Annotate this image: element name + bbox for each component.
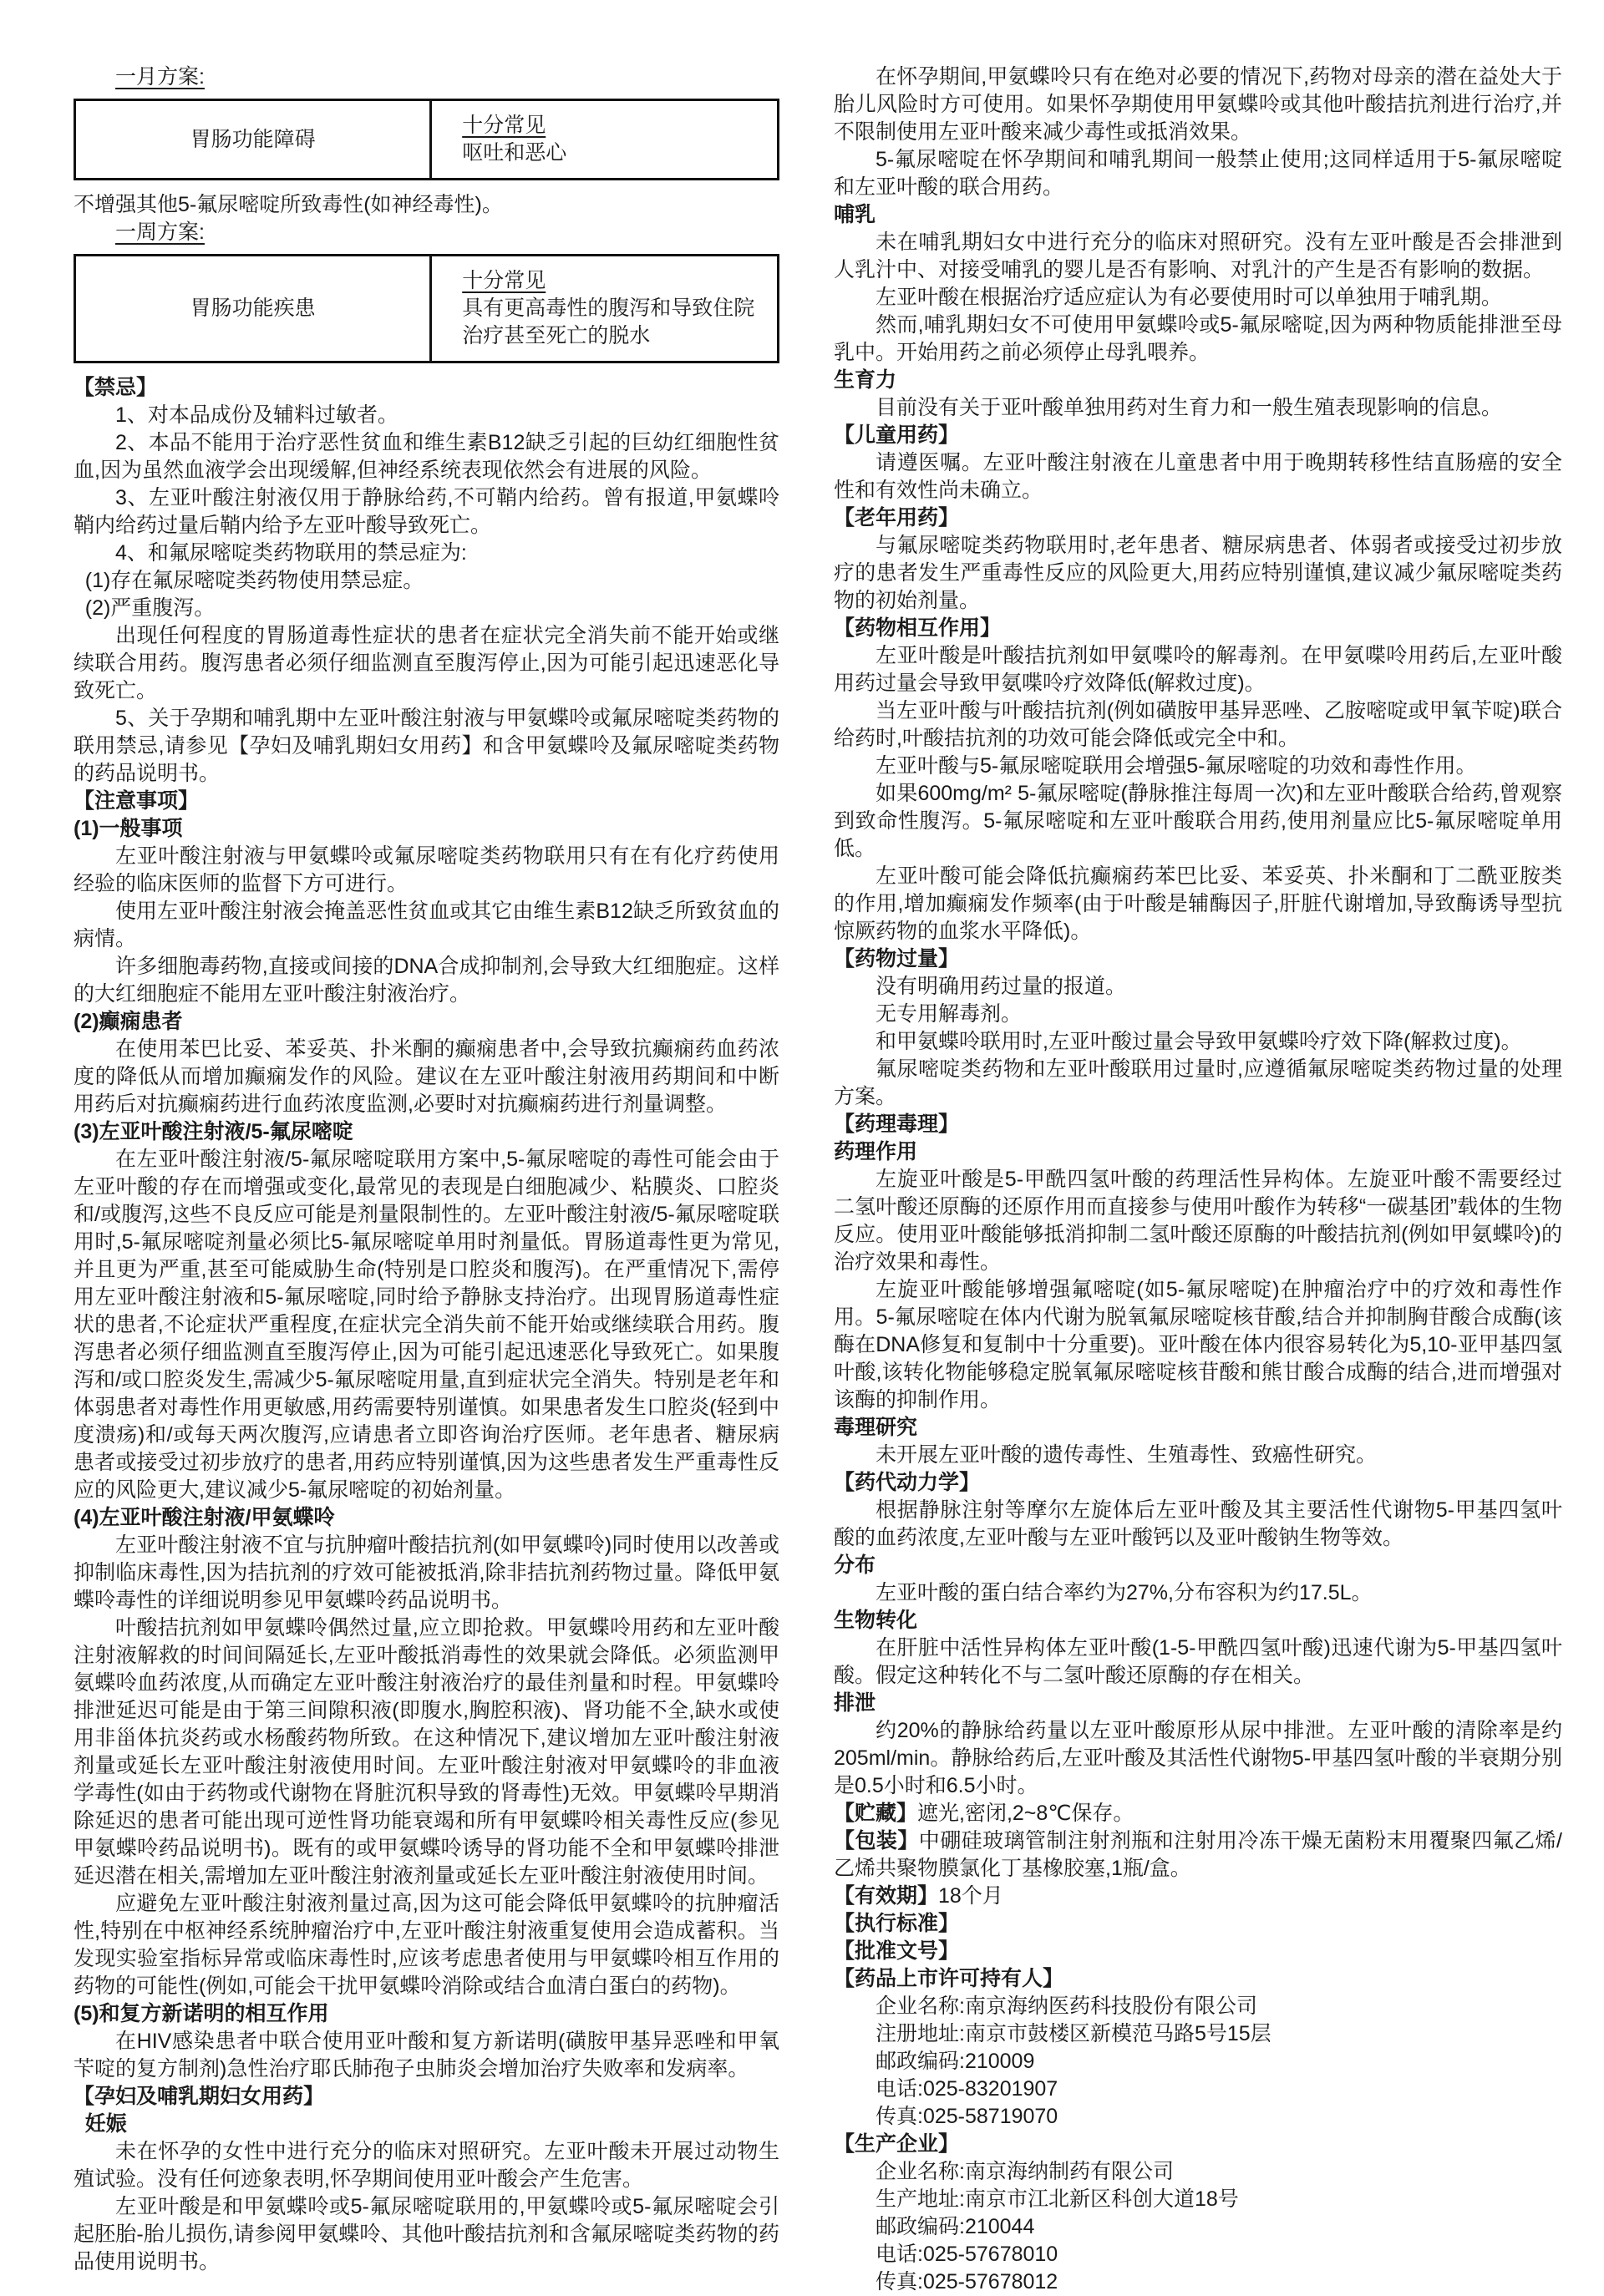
contraindication-gi-paragraph: 出现任何程度的胃肠道毒性症状的患者在症状完全消失前不能开始或继续联合用药。腹泻患者必须仔细监测直至腹泻停止,因为可能引起迅速恶化导致死亡。 <box>74 624 779 702</box>
approval-number-title: 【批准文号】 <box>834 1939 960 1963</box>
lactation-paragraph-1: 未在哺乳期妇女中进行充分的临床对照研究。没有左亚叶酸是否会排泄到人乳汁中、对接受哺乳的婴儿是否有影响、对乳汁的产生是否有影响的数据。 <box>834 231 1562 281</box>
pharmacokinetics-paragraph: 根据静脉注射等摩尔左旋体后左亚叶酸及其主要活性代谢物5-甲基四氢叶酸的血药浓度,左亚叶酸与左亚叶酸钙以及亚叶酸钠生物等效。 <box>834 1498 1562 1549</box>
precautions-general-paragraph-3: 许多细胞毒药物,直接或间接的DNA合成抑制剂,会导致大红细胞症。这样的大红细胞症不能用左亚叶酸注射液治疗。 <box>74 955 779 1006</box>
toxicology-research-paragraph: 未开展左亚叶酸的遗传毒性、生殖毒性、致癌性研究。 <box>876 1443 1378 1467</box>
validity-text: 18个月 <box>938 1884 1003 1908</box>
contraindication-item-4-sub-2: (2)严重腹泻。 <box>84 596 216 620</box>
lactation-paragraph-2: 左亚叶酸在根据治疗适应症认为有必要使用时可以单独用于哺乳期。 <box>876 286 1503 309</box>
geriatric-use-title: 【老年用药】 <box>834 506 960 530</box>
contraindication-item-1: 1、对本品成份及辅料过敏者。 <box>115 403 398 427</box>
pregnancy-paragraph-2: 左亚叶酸是和甲氨蝶呤或5-氟尿嘧啶联用的,甲氨蝶呤或5-氟尿嘧啶会引起胚胎-胎儿损伤,请参阅甲氨蝶呤、其他叶酸拮抗剂和含氟尿嘧啶类药物的药品使用说明书。 <box>74 2195 779 2273</box>
drug-interactions-paragraph-2: 当左亚叶酸与叶酸拮抗剂(例如磺胺甲基异恶唑、乙胺嘧啶或甲氧苄啶)联合给药时,叶酸拮抗剂的功效可能会降低或完全中和。 <box>834 699 1562 750</box>
precautions-epilepsy-heading: (2)癫痫患者 <box>74 1010 183 1033</box>
holder-postal-code: 邮政编码:210009 <box>876 2050 1035 2073</box>
manufacturer-company-name: 企业名称:南京海纳制药有限公司 <box>876 2160 1174 2183</box>
pharmacologic-action-heading: 药理作用 <box>834 1140 918 1163</box>
fertility-heading: 生育力 <box>834 368 897 392</box>
precautions-methotrexate-heading: (4)左亚叶酸注射液/甲氨蝶呤 <box>74 1506 335 1529</box>
right-column <box>834 63 1562 2293</box>
precautions-smz-heading: (5)和复方新诺明的相互作用 <box>74 2002 329 2025</box>
drug-interactions-title: 【药物相互作用】 <box>834 616 1002 640</box>
monthly-regimen-underlined-text: 一月方案: <box>115 65 205 89</box>
pharmacology-toxicology-title: 【药理毒理】 <box>834 1113 960 1136</box>
weekly-regimen-underlined-text: 一周方案: <box>115 220 205 244</box>
precautions-fluorouracil-heading: (3)左亚叶酸注射液/5-氟尿嘧啶 <box>74 1120 353 1143</box>
precautions-methotrexate-paragraph-3: 应避免左亚叶酸注射液剂量过高,因为这可能会降低甲氨蝶呤的抗肿瘤活性,特别在中枢神经系统肿瘤治疗中,左亚叶酸注射液重复使用会造成蓄积。当发现实验室指标异常或临床毒性时,应该考虑患者使用与甲氨蝶呤相互作用的药物的可能性(例如,可能会干扰甲氨蝶呤消除或结合血清白蛋白的药物)。 <box>74 1892 779 1998</box>
overdose-paragraph-1: 没有明确用药过量的报道。 <box>876 975 1127 998</box>
precautions-epilepsy-paragraph: 在使用苯巴比妥、苯妥英、扑米酮的癫痫患者中,会导致抗癫痫药血药浓度的降低从而增加癫痫发作的风险。建议在左亚叶酸注射液用药期间和中断用药后对抗癫痫药进行血药浓度监测,必要时对抗癫痫药进行剂量调整。 <box>74 1037 779 1116</box>
distribution-paragraph: 左亚叶酸的蛋白结合率约为27%,分布容积为约17.5L。 <box>876 1581 1373 1604</box>
note-after-monthly-table: 不增强其他5-氟尿嘧啶所致毒性(如神经毒性)。 <box>74 193 503 216</box>
lactation-heading: 哺乳 <box>834 203 876 226</box>
overdose-paragraph-2: 无专用解毒剂。 <box>876 1002 1023 1026</box>
holder-company-name: 企业名称:南京海纳医药科技股份有限公司 <box>876 1994 1257 2018</box>
biotransformation-heading: 生物转化 <box>834 1609 918 1632</box>
storage-label: 【贮藏】 <box>834 1802 918 1825</box>
contraindications-title: 【禁忌】 <box>74 376 158 399</box>
symptoms-text-monthly: 呕吐和恶心 <box>462 141 567 165</box>
overdose-paragraph-3: 和甲氨蝶呤联用时,左亚叶酸过量会导致甲氨蝶呤疗效下降(解救过度)。 <box>876 1030 1522 1053</box>
packaging-text: 中硼硅玻璃管制注射剂瓶和注射用冷冻干燥无菌粉末用覆聚四氟乙烯/乙烯共聚物膜氯化丁基橡胶塞,1瓶/盒。 <box>834 1829 1562 1880</box>
execution-standard-title: 【执行标准】 <box>834 1912 960 1935</box>
adverse-reaction-table-monthly <box>74 99 779 180</box>
monthly-regimen-label <box>74 63 779 91</box>
excretion-heading: 排泄 <box>834 1691 876 1715</box>
contraindication-item-5: 5、关于孕期和哺乳期中左亚叶酸注射液与甲氨蝶呤或氟尿嘧啶类药物的联用禁忌,请参见【孕妇及哺乳期妇女用药】和含甲氨蝶呤及氟尿嘧啶类药物的药品说明书。 <box>74 707 779 785</box>
holder-phone: 电话:025-83201907 <box>876 2077 1058 2101</box>
precautions-general-heading: (1)一般事项 <box>74 817 183 840</box>
table-cell-details-monthly <box>432 101 777 178</box>
pediatric-use-title: 【儿童用药】 <box>834 423 960 447</box>
contraindication-item-3: 3、左亚叶酸注射液仅用于静脉给药,不可鞘内给药。曾有报道,甲氨蝶呤鞘内给药过量后鞘内给予左亚叶酸导致死亡。 <box>74 486 779 537</box>
frequency-label-monthly: 十分常见 <box>462 114 546 137</box>
manufacturer-postal-code: 邮政编码:210044 <box>876 2215 1035 2238</box>
storage-line <box>834 1800 1562 1827</box>
pharmacologic-action-paragraph-2: 左旋亚叶酸能够增强氟嘧啶(如5-氟尿嘧啶)在肿瘤治疗中的疗效和毒性作用。5-氟尿嘧啶在体内代谢为脱氧氟尿嘧啶核苷酸,结合并抑制胸苷酸合成酶(该酶在DNA修复和复制中十分重要)。亚叶酸在体内很容易转化为5,10-亚甲基四氢叶酸,该转化物能够稳定脱氧氟尿嘧啶核苷酸和熊甘酸合成酶的结合,进而增强对该酶的抑制作用。 <box>834 1278 1562 1412</box>
precautions-general-paragraph-2: 使用左亚叶酸注射液会掩盖恶性贫血或其它由维生素B12缺乏所致贫血的病情。 <box>74 900 779 950</box>
fertility-paragraph: 目前没有关于亚叶酸单独用药对生育力和一般生殖表现影响的信息。 <box>876 396 1503 419</box>
geriatric-use-paragraph: 与氟尿嘧啶类药物联用时,老年患者、糖尿病患者、体弱者或接受过初步放疗的患者发生严重毒性反应的风险更大,用药应特别谨慎,建议减少氟尿嘧啶类药物的初始剂量。 <box>834 534 1562 612</box>
precautions-methotrexate-paragraph-2: 叶酸拮抗剂如甲氨蝶呤偶然过量,应立即抢救。甲氨蝶呤用药和左亚叶酸注射液解救的时间间隔延长,左亚叶酸抵消毒性的效果就会降低。必须监测甲氨蝶呤血药浓度,从而确定左亚叶酸注射液治疗的最佳剂量和时程。甲氨蝶呤排泄延迟可能是由于第三间隙积液(即腹水,胸腔积液)、肾功能不全,缺水或使用非甾体抗炎药或水杨酸药物所致。在这种情况下,建议增加左亚叶酸注射液剂量或延长左亚叶酸注射液使用时间。左亚叶酸注射液对甲氨蝶呤的非血液学毒性(如由于药物或代谢物在肾脏沉积导致的肾毒性)无效。甲氨蝶呤早期消除延迟的患者可能出现可逆性肾功能衰竭和所有甲氨蝶呤相关毒性反应(参见甲氨蝶呤药品说明书)。既有的或甲氨蝶呤诱导的肾功能不全和甲氨蝶呤排泄延迟潜在相关,需增加左亚叶酸注射液剂量或延长左亚叶酸注射液使用时间。 <box>74 1616 779 1888</box>
weekly-regimen-label <box>74 219 779 246</box>
holder-fax: 传真:025-58719070 <box>876 2105 1058 2128</box>
symptoms-text-weekly: 具有更高毒性的腹泻和导致住院治疗甚至死亡的脱水 <box>462 297 755 347</box>
pediatric-use-paragraph: 请遵医嘱。左亚叶酸注射液在儿童患者中用于晚期转移性结直肠癌的安全性和有效性尚未确立。 <box>834 451 1562 502</box>
pharmacologic-action-paragraph-1: 左旋亚叶酸是5-甲酰四氢叶酸的药理活性异构体。左旋亚叶酸不需要经过二氢叶酸还原酶的还原作用而直接参与使用叶酸作为转移“一碳基团”载体的生物反应。使用亚叶酸能够抵消抑制二氢叶酸还原酶的叶酸拮抗剂(例如甲氨蝶呤)的治疗效果和毒性。 <box>834 1168 1562 1274</box>
manufacturer-phone: 电话:025-57678010 <box>876 2243 1058 2266</box>
marketing-authorization-holder-title: 【药品上市许可持有人】 <box>834 1967 1064 1990</box>
precautions-general-paragraph-1: 左亚叶酸注射液与甲氨蝶呤或氟尿嘧啶类药物联用只有在有化疗药使用经验的临床医师的监督下方可进行。 <box>74 844 779 895</box>
precautions-title: 【注意事项】 <box>74 789 200 813</box>
lactation-paragraph-3: 然而,哺乳期妇女不可使用甲氨蝶呤或5-氟尿嘧啶,因为两种物质能排泄至母乳中。开始用药之前必须停止母乳喂养。 <box>834 313 1562 364</box>
drug-interactions-paragraph-1: 左亚叶酸是叶酸拮抗剂如甲氨喋呤的解毒剂。在甲氨喋呤用药后,左亚叶酸用药过量会导致甲氨喋呤疗效降低(解救过度)。 <box>834 644 1562 695</box>
overdose-paragraph-4: 氟尿嘧啶类药物和左亚叶酸联用过量时,应遵循氟尿嘧啶类药物过量的处理方案。 <box>834 1057 1562 1108</box>
manufacturer-title: 【生产企业】 <box>834 2132 960 2156</box>
packaging-label: 【包装】 <box>834 1829 919 1853</box>
precautions-fluorouracil-paragraph: 在左亚叶酸注射液/5-氟尿嘧啶联用方案中,5-氟尿嘧啶的毒性可能会由于左亚叶酸的存在而增强或变化,最常见的表现是白细胞减少、粘膜炎、口腔炎和/或腹泻,这些不良反应可能是剂量限制性的。左亚叶酸注射液/5-氟尿嘧啶联用时,5-氟尿嘧啶剂量必须比5-氟尿嘧啶单用时剂量低。胃肠道毒性更为常见,并且更为严重,甚至可能威胁生命(特别是口腔炎和腹泻)。在严重情况下,需停用左亚叶酸注射液和5-氟尿嘧啶,同时给予静脉支持治疗。出现胃肠道毒性症状的患者,不论症状严重程度,在症状完全消失前不能开始或继续联合用药。腹泻患者必须仔细监测直至腹泻停止,因为可能引起迅速恶化导致死亡。如果腹泻和/或口腔炎发生,需减少5-氟尿嘧啶用量,直到症状完全消失。特别是老年和体弱患者对毒性作用更敏感,用药需要特别谨慎。如果患者发生口腔炎(轻到中度溃疡)和/或每天两次腹泻,应请患者立即咨询治疗医师。老年患者、糖尿病患者或接受过初步放疗的患者,用药应特别谨慎,因为这些患者发生严重毒性反应的风险更大,建议减少5-氟尿嘧啶的初始剂量。 <box>74 1148 779 1502</box>
drug-interactions-paragraph-5: 左亚叶酸可能会降低抗癫痫药苯巴比妥、苯妥英、扑米酮和丁二酰亚胺类的作用,增加癫痫发作频率(由于叶酸是辅酶因子,肝脏代谢增加,导致酶诱导型抗惊厥药物的血浆水平降低)。 <box>834 864 1562 943</box>
contraindication-item-2: 2、本品不能用于治疗恶性贫血和维生素B12缺乏引起的巨幼红细胞性贫血,因为虽然血液学会出现缓解,但神经系统表现依然会有进展的风险。 <box>74 431 779 482</box>
table-cell-disorder-weekly: 胃肠功能疾患 <box>76 256 432 361</box>
table-cell-disorder-monthly: 胃肠功能障碍 <box>76 101 432 178</box>
pregnancy-heading: 妊娠 <box>84 2112 127 2136</box>
distribution-heading: 分布 <box>834 1553 876 1577</box>
biotransformation-paragraph: 在肝脏中活性异构体左亚叶酸(1-5-甲酰四氢叶酸)迅速代谢为5-甲基四氢叶酸。假定这种转化不与二氢叶酸还原酶的存在相关。 <box>834 1636 1562 1687</box>
holder-registered-address: 注册地址:南京市鼓楼区新模范马路5号15层 <box>876 2022 1272 2045</box>
pregnancy-continued-paragraph-2: 5-氟尿嘧啶在怀孕期间和哺乳期间一般禁止使用;这同样适用于5-氟尿嘧啶和左亚叶酸的联合用药。 <box>834 148 1562 199</box>
pregnancy-lactation-title: 【孕妇及哺乳期妇女用药】 <box>74 2085 325 2108</box>
table-cell-details-weekly <box>432 256 777 361</box>
overdose-title: 【药物过量】 <box>834 947 960 971</box>
manufacturer-fax: 传真:025-57678012 <box>876 2270 1058 2293</box>
excretion-paragraph: 约20%的静脉给药量以左亚叶酸原形从尿中排泄。左亚叶酸的清除率是约205ml/min。静脉给药后,左亚叶酸及其活性代谢物5-甲基四氢叶酸的半衰期分别是0.5小时和6.5小时。 <box>834 1719 1562 1797</box>
validity-label: 【有效期】 <box>834 1884 939 1908</box>
precautions-methotrexate-paragraph-1: 左亚叶酸注射液不宜与抗肿瘤叶酸拮抗剂(如甲氨蝶呤)同时使用以改善或抑制临床毒性,因为拮抗剂的疗效可能被抵消,除非拮抗剂药物过量。降低甲氨蝶呤毒性的详细说明参见甲氨蝶呤药品说明书。 <box>74 1533 779 1612</box>
packaging-line <box>834 1827 1562 1883</box>
toxicology-research-heading: 毒理研究 <box>834 1416 918 1439</box>
pharmacokinetics-title: 【药代动力学】 <box>834 1471 981 1494</box>
frequency-label-weekly: 十分常见 <box>462 269 546 292</box>
pregnancy-paragraph-1: 未在怀孕的女性中进行充分的临床对照研究。左亚叶酸未开展过动物生殖试验。没有任何迹象表明,怀孕期间使用亚叶酸会产生危害。 <box>74 2140 779 2191</box>
manufacturer-production-address: 生产地址:南京市江北新区科创大道18号 <box>876 2187 1239 2211</box>
contraindication-item-4: 4、和氟尿嘧啶类药物联用的禁忌症为: <box>115 541 467 565</box>
pregnancy-continued-paragraph-1: 在怀孕期间,甲氨蝶呤只有在绝对必要的情况下,药物对母亲的潜在益处大于胎儿风险时方可使用。如果怀孕期使用甲氨蝶呤或其他叶酸拮抗剂进行治疗,并不限制使用左亚叶酸来减少毒性或抵消效果。 <box>834 65 1562 144</box>
drug-interactions-paragraph-3: 左亚叶酸与5-氟尿嘧啶联用会增强5-氟尿嘧啶的功效和毒性作用。 <box>876 754 1477 778</box>
validity-line <box>834 1883 1562 1910</box>
precautions-smz-paragraph: 在HIV感染患者中联合使用亚叶酸和复方新诺明(磺胺甲基异恶唑和甲氧苄啶的复方制剂)急性治疗耶氏肺孢子虫肺炎会增加治疗失败率和发病率。 <box>74 2030 779 2081</box>
adverse-reaction-table-weekly <box>74 254 779 363</box>
storage-text: 遮光,密闭,2~8℃保存。 <box>917 1802 1134 1825</box>
drug-interactions-paragraph-4: 如果600mg/m² 5-氟尿嘧啶(静脉推注每周一次)和左亚叶酸联合给药,曾观察到致命性腹泻。5-氟尿嘧啶和左亚叶酸联合用药,使用剂量应比5-氟尿嘧啶单用低。 <box>834 782 1562 860</box>
contraindication-item-4-sub-1: (1)存在氟尿嘧啶类药物使用禁忌症。 <box>84 569 424 592</box>
left-column <box>74 63 779 2273</box>
